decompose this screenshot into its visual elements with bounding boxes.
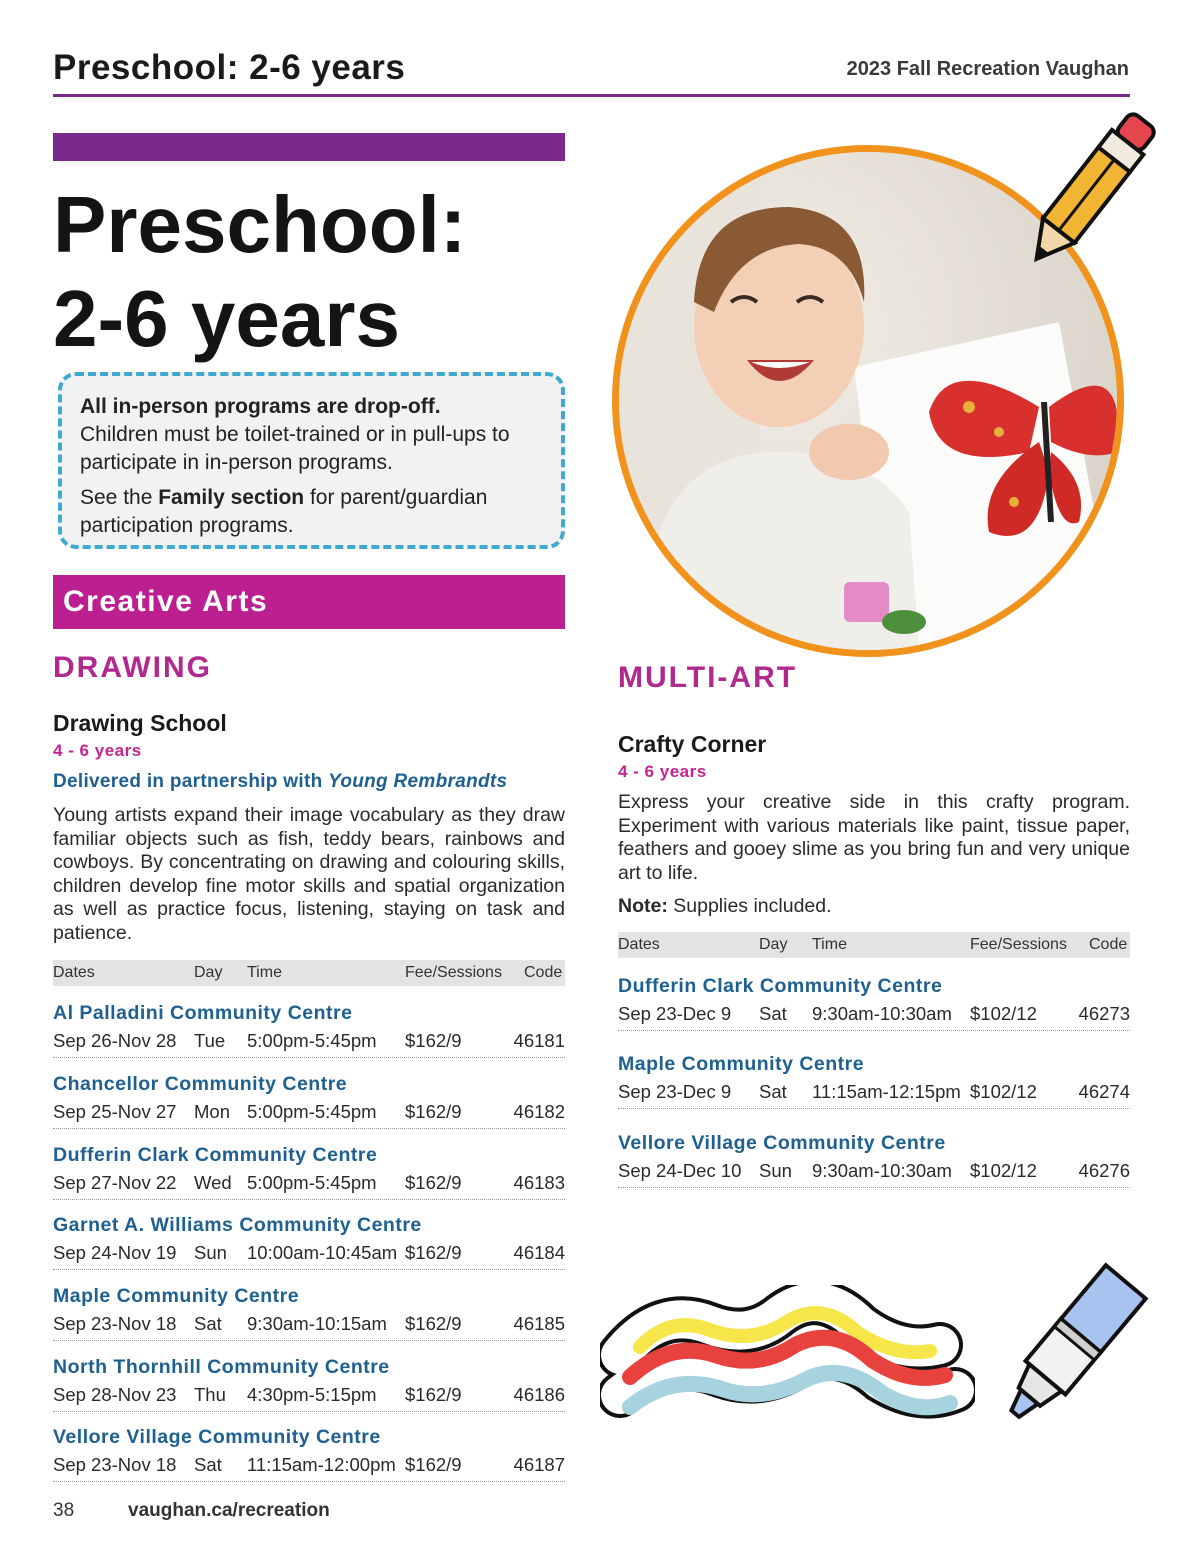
row-dates: Sep 25-Nov 27: [53, 1101, 177, 1122]
page-number: 38: [53, 1500, 75, 1521]
centre-name: Vellore Village Community Centre: [618, 1132, 946, 1154]
row-time: 11:15am-12:00pm: [247, 1454, 396, 1475]
row-day: Sat: [759, 1003, 787, 1024]
row-day: Sat: [759, 1081, 787, 1102]
row-time: 5:00pm-5:45pm: [247, 1101, 377, 1122]
note-label: Note:: [618, 895, 668, 917]
row-fee: $102/12: [970, 1003, 1037, 1024]
running-title: Preschool: 2-6 years: [53, 48, 406, 87]
table-row: [53, 1240, 565, 1270]
title-accent-bar: [53, 133, 565, 161]
table-row: [618, 1158, 1130, 1188]
row-time: 11:15am-12:15pm: [812, 1081, 961, 1102]
section-header-creative-arts: Creative Arts: [53, 575, 565, 629]
col-fee: Fee/Sessions: [970, 936, 1067, 953]
notice-see-prefix: See the: [80, 486, 159, 509]
col-dates: Dates: [53, 964, 95, 981]
table-row: [53, 1028, 565, 1058]
notice-family: [80, 484, 543, 540]
footer-url[interactable]: vaughan.ca/recreation: [128, 1500, 330, 1521]
family-section-link: Family section: [158, 486, 305, 509]
row-time: 10:00am-10:45am: [247, 1242, 398, 1263]
row-dates: Sep 24-Nov 19: [53, 1242, 177, 1263]
pencil-icon: [1010, 108, 1175, 268]
partner-prefix: Delivered in partnership with: [53, 771, 329, 792]
col-day: Day: [194, 964, 223, 981]
row-day: Tue: [194, 1030, 226, 1051]
row-fee: $162/9: [405, 1384, 462, 1405]
row-fee: $162/9: [405, 1454, 462, 1475]
col-code: Code: [524, 964, 563, 981]
drawing-description: Young artists expand their image vocabulary as they draw familiar objects such as fish, teddy bears, rainbows and cowboys. By concentrating on drawing and colouring skills, children develop fine motor skills and spatial organization as well as practice focus, listening, staying on task and patience.: [53, 804, 565, 944]
multiart-table-header: [618, 932, 1130, 958]
centre-name: Garnet A. Williams Community Centre: [53, 1214, 422, 1236]
row-code: 46185: [513, 1313, 565, 1334]
row-day: Sun: [759, 1160, 792, 1181]
row-code: 46181: [513, 1030, 565, 1051]
marker-icon: [988, 1262, 1153, 1437]
note-text: Supplies included.: [667, 895, 832, 917]
col-code: Code: [1089, 936, 1128, 953]
row-time: 4:30pm-5:15pm: [247, 1384, 377, 1405]
category-multi-art: MULTI-ART: [618, 661, 798, 694]
drawing-age: 4 - 6 years: [53, 741, 142, 760]
row-fee: $162/9: [405, 1313, 462, 1334]
row-day: Sun: [194, 1242, 227, 1263]
row-code: 46276: [1078, 1160, 1130, 1181]
notice-text: [80, 393, 543, 477]
program-drawing-school: Drawing School: [53, 710, 227, 736]
row-dates: Sep 23-Dec 9: [618, 1003, 732, 1024]
row-dates: Sep 24-Dec 10: [618, 1160, 742, 1181]
centre-name: Dufferin Clark Community Centre: [53, 1144, 378, 1166]
row-fee: $162/9: [405, 1242, 462, 1263]
col-fee: Fee/Sessions: [405, 964, 502, 981]
row-time: 9:30am-10:30am: [812, 1003, 952, 1024]
page-title: [53, 178, 466, 366]
row-fee: $162/9: [405, 1172, 462, 1193]
col-time: Time: [812, 936, 847, 953]
table-row: [53, 1382, 565, 1412]
dropoff-notice: [58, 372, 565, 549]
table-row: [53, 1170, 565, 1200]
centre-name: Dufferin Clark Community Centre: [618, 975, 943, 997]
multiart-age: 4 - 6 years: [618, 762, 707, 781]
row-day: Wed: [194, 1172, 232, 1193]
partner-name: Young Rembrandts: [328, 771, 508, 792]
row-time: 5:00pm-5:45pm: [247, 1030, 377, 1051]
row-fee: $162/9: [405, 1101, 462, 1122]
row-dates: Sep 23-Nov 18: [53, 1313, 177, 1334]
table-row: [618, 1001, 1130, 1031]
row-fee: $102/12: [970, 1160, 1037, 1181]
category-drawing: DRAWING: [53, 651, 212, 684]
table-row: [618, 1079, 1130, 1109]
row-day: Sat: [194, 1313, 222, 1334]
row-time: 9:30am-10:15am: [247, 1313, 387, 1334]
page-title-line1: Preschool:: [53, 180, 467, 269]
row-code: 46182: [513, 1101, 565, 1122]
row-fee: $162/9: [405, 1030, 462, 1051]
notice-see-suffix: for parent/guardian participation programs.: [80, 486, 488, 537]
row-code: 46274: [1078, 1081, 1130, 1102]
centre-name: Chancellor Community Centre: [53, 1073, 348, 1095]
header-rule: [53, 94, 1130, 97]
drawing-partner: [53, 771, 507, 793]
row-day: Mon: [194, 1101, 230, 1122]
row-code: 46183: [513, 1172, 565, 1193]
row-day: Thu: [194, 1384, 226, 1405]
multiart-note: [618, 895, 832, 918]
multiart-description: Express your creative side in this crafty program. Experiment with various materials like paint, tissue paper, feathers and gooey slime as you bring fun and very unique art to life.: [618, 791, 1130, 884]
page-title-line2: 2-6 years: [53, 274, 400, 363]
col-dates: Dates: [618, 936, 660, 953]
row-time: 9:30am-10:30am: [812, 1160, 952, 1181]
row-day: Sat: [194, 1454, 222, 1475]
row-code: 46273: [1078, 1003, 1130, 1024]
table-row: [53, 1452, 565, 1482]
drawing-table-header: [53, 960, 565, 986]
row-dates: Sep 26-Nov 28: [53, 1030, 177, 1051]
row-time: 5:00pm-5:45pm: [247, 1172, 377, 1193]
publication-title: 2023 Fall Recreation Vaughan: [846, 58, 1129, 80]
paint-squiggle-icon: [600, 1285, 975, 1450]
col-time: Time: [247, 964, 282, 981]
table-row: [53, 1311, 565, 1341]
row-code: 46184: [513, 1242, 565, 1263]
col-day: Day: [759, 936, 788, 953]
centre-name: Maple Community Centre: [618, 1053, 865, 1075]
row-fee: $102/12: [970, 1081, 1037, 1102]
row-dates: Sep 23-Nov 18: [53, 1454, 177, 1475]
row-code: 46187: [513, 1454, 565, 1475]
notice-requirement: Children must be toilet-trained or in pull-ups to participate in in-person programs.: [80, 423, 510, 474]
row-dates: Sep 23-Dec 9: [618, 1081, 732, 1102]
table-row: [53, 1099, 565, 1129]
program-crafty-corner: Crafty Corner: [618, 731, 767, 757]
centre-name: North Thornhill Community Centre: [53, 1356, 390, 1378]
row-dates: Sep 27-Nov 22: [53, 1172, 177, 1193]
notice-bold: All in-person programs are drop-off.: [80, 395, 441, 418]
centre-name: Vellore Village Community Centre: [53, 1426, 381, 1448]
centre-name: Al Palladini Community Centre: [53, 1002, 353, 1024]
centre-name: Maple Community Centre: [53, 1285, 300, 1307]
row-code: 46186: [513, 1384, 565, 1405]
row-dates: Sep 28-Nov 23: [53, 1384, 177, 1405]
